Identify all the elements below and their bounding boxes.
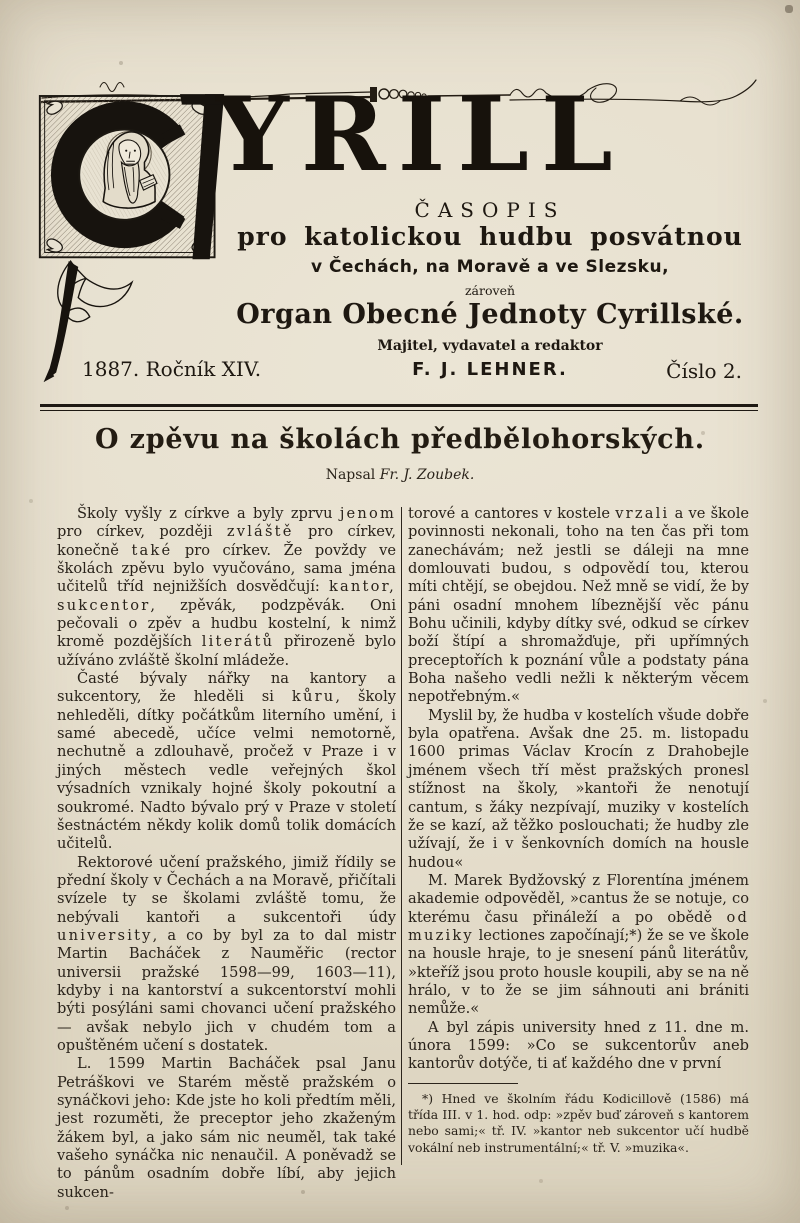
paragraph: A byl zápis university hned z 11. dne m. února 1599: »Co se sukcentorův aneb kantorův dotýče, ti ať každého dne v první — [408, 1018, 749, 1073]
header-rule-thin — [40, 410, 758, 411]
right-column — [408, 505, 749, 1156]
paragraph: Časté bývaly nářky na kantory a sukcentory, že hleděli si kůru, školy nehleděli, dítky počátkům literního umění, i samé abecedě, učíce velmi nemotorně, nechutně a zdlouhavě, pročež v Praze i v jiných městech vedle veřejných škol výsadních vznikaly hojné školy pokoutní a soukromé. Nadto bývalo prý v Praze v století šestnáctém někdy kolik domů tolik domácích učitelů. — [57, 670, 396, 853]
paragraph: M. Marek Bydžovský z Florentína jménem akademie odpověděl, »cantus že se notuje, co kterému času přináleží a po obědě od muziky lectiones započínají;*) že se ve škole na housle hraje, to je snesení pánů literátův, »kteříž jsou proto housle koupili, aby se na ně hrálo, v to že se jim sáhnouti ani brániti nemůže.« — [408, 871, 749, 1018]
byline — [0, 467, 800, 483]
masthead-region-line: v Čechách, na Moravě a ve Slezsku, — [310, 257, 670, 277]
left-column — [57, 505, 396, 1202]
footnote-rule — [408, 1083, 518, 1084]
masthead-title-rest: YRILL — [216, 75, 625, 195]
paragraph: Školy vyšly z církve a byly zprvu jenom pro církev, později zvláště pro církev, konečně také pro církev. Že povždy ve školách zpěvu bylo vyučováno, sama jména učitelů tříd nejnižších dosvědčují: kantor, sukcentor, zpěvák, podzpěvák. Oni pečovali o zpěv a hudbu kostelní, k nimž kromě pozdějších literátů přirozeně bylo užíváno zvláště školní mládeže. — [57, 505, 397, 669]
byline-author: Fr. J. Zoubek. — [379, 467, 475, 483]
masthead-organ-line: Organ Obecné Jednoty Cyrillské. — [236, 299, 744, 330]
paragraph: *) Hned ve školním řádu Kodicillově (1586) má třída III. v 1. hod. odp: »zpěv buď zároveň s kantorem nebo sami;« tř. IV. »kantor neb sukcentor učí hudbě vokální neb instrumentální;« tř. V. »muzika«. — [408, 1090, 749, 1155]
right-column-text — [408, 505, 749, 1074]
paper-specks — [0, 0, 2, 2]
paragraph: Myslil by, že hudba v kostelích všude dobře byla opatřena. Avšak dne 25. m. listopadu 1600 primas Václav Krocín z Drahobejle jménem všech tří měst pražských pronesl stížnost na školy, »kantoři že nenotují cantum, s žáky nezpívají, muziky v kostelích že se kazí, až těžko poslouchati; že hudby zle užívají, že i v šenkovních domích na housle hudou« — [408, 706, 749, 871]
decorated-initial-c — [36, 92, 228, 388]
column-divider — [401, 507, 402, 1165]
byline-prefix: Napsal — [325, 467, 376, 483]
year-volume: 1887. Ročník XIV. — [82, 357, 262, 381]
issue-number: Číslo 2. — [666, 359, 742, 383]
header-rule-thick — [40, 404, 758, 407]
paragraph: Rektorové učení pražského, jimiž řídily se přední školy v Čechách a na Moravě, přičítali svízele ty se školami zvláště tomu, že nebývali kantoři a sukcentoři údy university, a co by byl za to dal mistr Martin Bacháček z Nauměřic (rector universii pražské 1598—99, 1603—11), kdyby i na kantorství a sukcentorství mohli býti posýláni sami chovanci učení pražského — avšak nebylo jich v chudém tom a opuštěném učení s dostatek. — [57, 853, 396, 1054]
masthead-casopis: ČASOPIS — [414, 198, 566, 222]
masthead-subtitle: pro katolickou hudbu posvátnou — [237, 222, 743, 251]
footnote — [408, 1091, 749, 1156]
article-title: O zpěvu na školách předbělohorských. — [95, 424, 705, 455]
paragraph: torové a cantores v kostele vrzali a ve škole povinnosti nekonali, toho na ten čas při tom zanechávám; než jestli se dáleji na mne domlouvati budou, s odpovědí tou, kterou míti chtějí, se obejdou. Než mně se vidí, že by páni osadní mnohem líbeznější věc pánu Bohu učinili, kdyby dítky své, odkud se církev boží štípí a shromažďuje, při upřímných preceptořích k poznání vůle a podstaty pána Boha našeho vedli nežli k některým věcem nepotřebným.« — [408, 505, 749, 706]
masthead-zaroven: zároveň — [464, 283, 516, 298]
publisher-label: Majitel, vydavatel a redaktor — [377, 338, 603, 354]
paragraph: L. 1599 Martin Bacháček psal Janu Petráškovi ve Starém městě pražském o synáčkovi jeho: Kde jste ho koli předtím měli, jest rozuměti, že preceptor jeho zkaženým žákem byl, a jako sám nic neuměl, tak také vašeho synáčka nic nenaučil. A poněvadž se to pánům osadním dobře líbí, aby jejich sukcen- — [57, 1055, 396, 1201]
publisher-name: F. J. LEHNER. — [412, 359, 568, 380]
